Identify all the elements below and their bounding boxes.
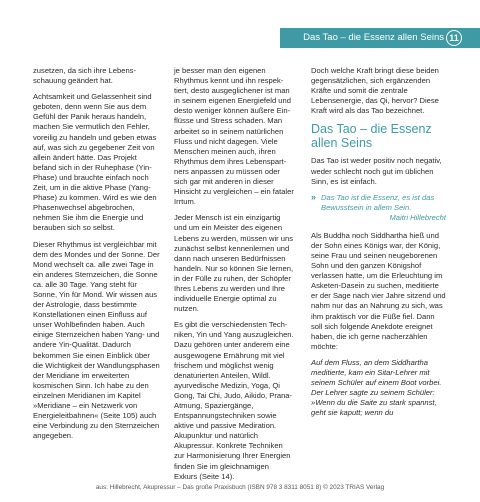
paragraph: Doch welche Kraft bringt diese beiden gegensätzlichen, sich ergänzenden Kräfte und somit die zentrale Lebensenergie, das Qi, hervor? Diese Kraft wird als das Tao bezeichnet. bbox=[311, 66, 439, 116]
column-right bbox=[311, 66, 446, 424]
column-middle bbox=[174, 66, 294, 488]
header-bar bbox=[280, 28, 480, 48]
quote-block bbox=[311, 193, 446, 223]
page-number: 11 bbox=[446, 30, 462, 46]
paragraph: Jeder Mensch ist ein einzigartig und um ein Meister des eigenen Lebens zu werden, müssen wir uns zunächst selbst kennenlernen und dann nach unseren Bedürfnissen handeln. Nur so können Sie lernen, in der Fülle zu ruhen, der Schöpfer Ihres Lebens zu werden und Ihre individuelle Energie optimal zu nutzen. bbox=[174, 213, 294, 314]
paragraph: Auf dem Fluss, an dem Siddhartha meditierte, kam ein Sitar-Lehrer mit seinem Schüler auf einem Boot vorbei. Der Lehrer sagte zu seinem Schüler: »Wenn du die Saite zu stark spannst, geht sie kaputt; wenn du bbox=[311, 357, 442, 418]
column-left bbox=[33, 66, 161, 447]
quote-text: Das Tao ist die Essenz, es ist das Bewusstsein in allem Sein. bbox=[321, 192, 435, 212]
footer-citation: aus: Hillebrecht, Akupressur – Das große Praxisbuch (ISBN 978 3 8311 8051 8) © 2023 TRIAS Verlag bbox=[95, 484, 385, 491]
quote-author: Maitri Hillebrecht bbox=[389, 212, 446, 222]
paragraph: zusetzen, da sich ihre Lebensschauung geändert hat. bbox=[33, 66, 137, 86]
paragraph: Dieser Rhythmus ist vergleichbar mit dem des Mondes und der Sonne. Der Mond wechselt ca. alle zwei Tage in ein anderes Sternzeichen, die Sonne ca. alle 30 Tage. Yang steht für Sonne, Yin für Mond. Wir wissen aus der Astrologie, dass bestimmte Konstellationen einen Einfluss auf unser Wohlbefinden haben. Auch einige Sternzeichen haben Yang- und andere Yin-Qualität. Dadurch bekommen Sie einen Einblick über die Wichtigkeit der Wandlungsphasen der Meridiane im erweiterten kosmischen Sinn. Ich habe zu den einzelnen Meridianen im Kapitel »Meridiane – ein Netzwerk von Energieleitbahnen« (Seite 105) auch eine Verbindung zu den Sternzeichen angegeben. bbox=[33, 239, 160, 441]
quote-mark-icon: » bbox=[311, 191, 317, 202]
section-heading: Das Tao – die Essenz allen Seins bbox=[311, 122, 432, 151]
paragraph: Achtsamkeit und Gelassenheit sind geboten, denn wenn Sie aus dem Gefühl der Panik heraus handeln, machen Sie vermutlich den Fehler, voreilig zu handeln und geben etwas auf, was sich zu gegebener Zeit von allein ändert hätte. Das Projekt befand sich in der Ruhephase (Yin-Phase) und brauchte einfach noch Zeit, um in die aktive Phase (Yang-Phase) zu kommen. Wird es wie den Phasenwechsel abgebrochen, nehmen Sie ihm die Energie und berauben sich so selbst. bbox=[33, 92, 157, 233]
paragraph: Es gibt die verschiedensten Techniken, Yin und Yang auszugleichen. Dazu gehören unter anderem eine ausgewogene Ernährung mit viel frischem und möglichst wenig denaturierten Anteilen, Wildl. ayurvedische Medizin, Yoga, Qi Gong, Tai Chi, Judo, Aikido, Prana-Atmung, Spaziergänge, Entspannungstechniken sowie aktive und passive Mediration. Akupunktur und natürlich Akupressur. Konkrete Techniken zur Harmonisierung Ihrer Energien finden Sie im gleichnamigen Exkurs (Seite 14). bbox=[174, 320, 294, 481]
paragraph: je besser man den eigenen Rhythmus kennt und ihn respektiert, desto ausgeglichener ist man in seinem eigenen Energiefeld und desto weniger können äußere Einflüsse und Stress schaden. Man arbeitet so in seinem natürlichen Fluss und nicht dagegen. Viele Menschen meinen auch, ihren Rhythmus dem ihres Lebenspartners anpassen zu müssen oder sich gar mit anderen in dieser Hinsicht zu vergleichen – ein fataler Irrtum. bbox=[174, 66, 294, 207]
paragraph: Als Buddha noch Siddhartha hieß und der Sohn eines Königs war, der König, seine Frau und seinen neugeborenen Sohn und den ganzen Königshof verlassen hatte, um die Erleuchtung im Asketen-Dasein zu suchen, meditierte er der Sage nach vier Jahre sitzend und nahm nur das an Nahrung zu sich, was ihm praktisch vor die Füße fiel. Dann soll sich folgende Anekdote ereignet haben, die ich gerne nacherzählen möchte: bbox=[311, 230, 446, 351]
header-title: Das Tao – die Essenz allen Seins bbox=[303, 32, 444, 43]
paragraph: Das Tao ist weder positiv noch negativ, weder schlecht noch gut im üblichen Sinn, es ist einfach. bbox=[311, 156, 442, 186]
